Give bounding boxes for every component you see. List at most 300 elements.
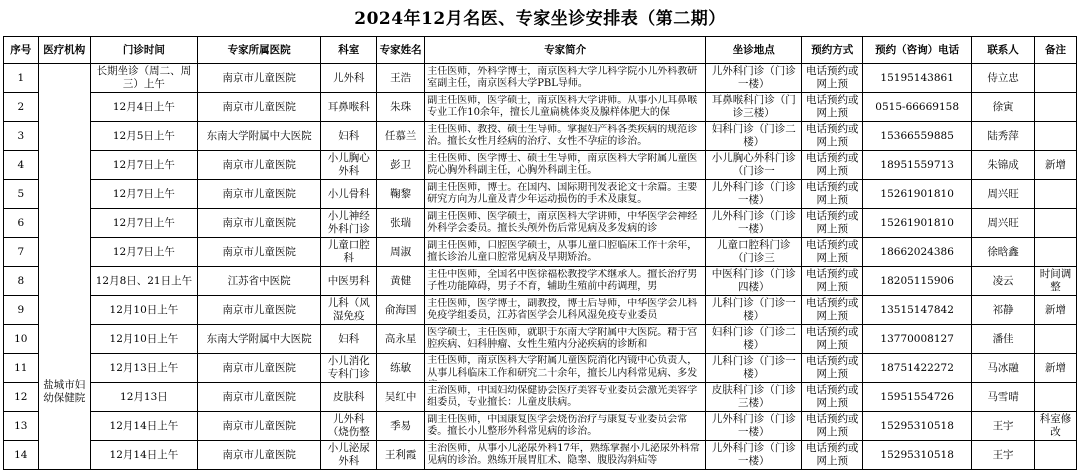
cell-no [4,325,39,354]
cell-no [4,93,39,122]
cell-intro [425,354,706,383]
cell-intro [425,151,706,180]
cell-no [4,296,39,325]
cell-time [90,296,197,325]
cell-hospital-text: 南京市儿童医院 [222,448,296,461]
cell-booking-text: 电话预约或网上预 [806,210,859,235]
cell-no [4,122,39,151]
cell-hospital [197,383,321,412]
cell-dept [321,238,377,267]
cell-expert-name [377,267,425,296]
cell-phone-text: 18751422272 [880,361,954,374]
cell-note-text: 新增 [1045,361,1066,374]
cell-location [706,209,802,238]
cell-contact-text: 徐寅 [992,100,1014,113]
cell-expert-name [377,151,425,180]
cell-intro [425,93,706,122]
cell-dept [321,151,377,180]
cell-intro [425,64,706,93]
cell-note-text: 科室修改 [1039,413,1072,438]
table-row [4,93,1077,122]
cell-phone-text: 15951554726 [880,390,954,403]
cell-phone [863,267,972,296]
cell-booking [802,122,863,151]
cell-contact [972,93,1035,122]
cell-intro-text: 主任医师，医学博士，副教授，博士后导师，中华医学会儿科免疫学组委员，江苏省医学会儿科风湿免疫专业委员 [427,297,698,321]
cell-contact [972,325,1035,354]
table-row [4,64,1077,93]
cell-expert-name [377,325,425,354]
cell-time-text: 12月13日 [120,390,168,403]
cell-no-text: 10 [14,332,28,345]
header-row [4,37,1077,64]
cell-time [90,267,197,296]
cell-booking-text: 电话预约或网上预 [806,326,859,351]
cell-time [90,412,197,441]
cell-booking [802,238,863,267]
cell-expert-name [377,238,425,267]
cell-time [90,354,197,383]
cell-note [1035,151,1077,180]
cell-location [706,383,802,412]
cell-intro-text: 副主任医师，医学硕士，南京医科大学讲师。从事小儿耳鼻喉专业工作10余年，擅长儿童扁桃体炎及腺样体肥大的保 [427,94,698,118]
cell-location-text: 妇科门诊（门诊二楼） [711,326,796,351]
cell-intro-text: 副主任医师、医学硕士，南京医科大学讲师，中华医学会神经外科学会委员。擅长头颅外伤后常见病及多发病的诊 [427,210,698,234]
cell-expert-name-text: 练敏 [390,361,412,374]
cell-booking [802,383,863,412]
cell-no-text: 12 [14,390,28,403]
cell-phone-text: 15366559885 [880,129,954,142]
cell-location [706,296,802,325]
cell-dept-text: 妇科 [338,332,360,345]
cell-hospital-text: 南京市儿童医院 [222,361,296,374]
table-row [4,122,1077,151]
cell-time [90,238,197,267]
cell-expert-name [377,64,425,93]
cell-booking-text: 电话预约或网上预 [806,268,859,293]
cell-intro [425,383,706,412]
cell-booking [802,93,863,122]
cell-dept-text: 儿童口腔科 [327,239,370,264]
cell-booking [802,151,863,180]
cell-location-text: 儿外科门诊（门诊一楼） [711,210,796,235]
cell-no-text: 4 [17,158,25,171]
cell-time [90,441,197,470]
cell-note [1035,209,1077,238]
cell-intro-text: 副主任医师，博士。在国内、国际期刊发表论文十余篇。主要研究方向为儿童及青少年运动损伤的手术及康复。 [427,181,698,205]
cell-location-text: 儿外科门诊（门诊一楼） [711,65,796,90]
cell-no-text: 8 [17,274,25,287]
cell-expert-name [377,354,425,383]
cell-time-text: 12月5日上午 [112,129,175,142]
cell-note [1035,325,1077,354]
cell-intro [425,238,706,267]
cell-expert-name-text: 高永星 [384,332,417,345]
cell-hospital [197,441,321,470]
cell-contact-text: 周兴旺 [987,216,1019,229]
cell-contact-text: 朱锦成 [987,158,1019,171]
cell-booking-text: 电话预约或网上预 [806,297,859,322]
cell-expert-name-text: 黄健 [390,274,412,287]
cell-contact [972,441,1035,470]
cell-hospital-text: 南京市儿童医院 [222,187,296,200]
cell-location-text: 儿科门诊（门诊一楼） [711,355,796,380]
cell-contact-text: 侍立忠 [987,71,1019,84]
cell-hospital-text: 南京市儿童医院 [222,419,296,432]
header-contact: 联系人 [972,37,1035,64]
cell-no-text: 1 [17,71,25,84]
cell-phone [863,209,972,238]
cell-note-text: 新增 [1045,303,1066,316]
header-institution: 医疗机构 [38,37,90,64]
cell-hospital [197,180,321,209]
header-no: 序号 [4,37,39,64]
schedule-table [3,36,1077,470]
cell-phone-text: 15295310518 [880,448,954,461]
cell-location [706,412,802,441]
cell-booking [802,354,863,383]
cell-note-text: 新增 [1045,158,1066,171]
cell-contact [972,180,1035,209]
cell-time [90,122,197,151]
cell-dept [321,209,377,238]
cell-location [706,354,802,383]
cell-dept-text: 小儿骨科 [327,187,370,200]
cell-dept-text: 小儿消化专科门诊 [327,355,370,380]
table-row [4,441,1077,470]
cell-phone-text: 15261901810 [880,187,954,200]
cell-booking-text: 电话预约或网上预 [806,355,859,380]
cell-phone-text: 0515-66669158 [875,100,960,113]
cell-no [4,441,39,470]
table-row [4,209,1077,238]
cell-contact [972,64,1035,93]
cell-phone [863,93,972,122]
cell-time-text: 12月4日上午 [112,100,175,113]
table-row [4,180,1077,209]
cell-intro-text: 副主任医师，口腔医学硕士，从事儿童口腔临床工作十余年，擅长诊治儿童口腔常见病及早期矫治。 [427,239,698,263]
cell-expert-name [377,180,425,209]
cell-hospital [197,93,321,122]
cell-time-text: 12月7日上午 [112,245,175,258]
table-row [4,325,1077,354]
cell-hospital [197,209,321,238]
page-title: 2024年12月名医、专家坐诊安排表（第二期） [354,9,726,29]
cell-note [1035,122,1077,151]
cell-booking [802,180,863,209]
cell-hospital-text: 南京市儿童医院 [222,71,296,84]
cell-time-text: 12月14日上午 [109,448,179,461]
cell-hospital-text: 南京市儿童医院 [222,158,296,171]
cell-location-text: 中医科门诊（门诊四楼） [711,268,796,293]
cell-dept [321,296,377,325]
cell-location-text: 皮肤科门诊（门诊三楼） [711,384,796,409]
cell-intro-text: 医学硕士，主任医师，就职于东南大学附属中大医院。精于宫腔疾病、妇科肿瘤、女性生殖内分泌疾病的诊断和 [427,326,698,350]
cell-time [90,383,197,412]
cell-hospital-text: 南京市儿童医院 [222,303,296,316]
cell-contact-text: 马雪晴 [987,390,1019,403]
header-time: 门诊时间 [90,37,197,64]
cell-contact [972,412,1035,441]
cell-expert-name-text: 鞠黎 [390,187,412,200]
cell-booking [802,412,863,441]
cell-hospital [197,64,321,93]
cell-phone [863,354,972,383]
cell-booking [802,267,863,296]
cell-phone [863,383,972,412]
cell-intro-text: 主任医师、医学博士、硕士生导师，南京医科大学附属儿童医院心胸外科副主任，心胸外科副主任。 [427,152,698,176]
cell-contact-text: 马冰融 [987,361,1019,374]
cell-no [4,267,39,296]
cell-note [1035,238,1077,267]
cell-location-text: 儿童口腔科门诊（门诊三 [716,239,791,264]
cell-booking-text: 电话预约或网上预 [806,94,859,119]
cell-hospital-text: 南京市儿童医院 [222,100,296,113]
cell-contact-text: 潘佳 [992,332,1014,345]
cell-dept [321,441,377,470]
cell-dept [321,354,377,383]
cell-contact-text: 徐晗鑫 [987,245,1019,258]
cell-booking-text: 电话预约或网上预 [806,152,859,177]
cell-dept-text: 小儿胸心外科 [327,152,370,177]
cell-booking [802,296,863,325]
table-row [4,151,1077,180]
cell-note [1035,441,1077,470]
cell-hospital-text: 东南大学附属中大医院 [206,332,312,345]
cell-location-text: 儿外科门诊（门诊一楼） [711,442,796,467]
table-row [4,238,1077,267]
cell-hospital-text: 南京市儿童医院 [222,216,296,229]
cell-note [1035,93,1077,122]
cell-dept-text: 儿科（风湿免疫 [327,297,370,322]
cell-dept [321,267,377,296]
table-row [4,412,1077,441]
header-dept: 科室 [321,37,377,64]
cell-intro [425,296,706,325]
cell-time [90,325,197,354]
cell-phone [863,325,972,354]
cell-note [1035,64,1077,93]
table-row [4,267,1077,296]
cell-hospital-text: 江苏省中医院 [227,274,291,287]
cell-intro [425,209,706,238]
cell-dept-text: 妇科 [338,129,360,142]
cell-location-text: 小儿胸心外科门诊（门诊一 [711,152,796,177]
cell-location [706,93,802,122]
cell-expert-name-text: 季易 [390,419,412,432]
cell-expert-name-text: 周淑 [390,245,412,258]
cell-phone-text: 15261901810 [880,216,954,229]
cell-expert-name-text: 王浩 [390,71,412,84]
cell-time-text: 12月7日上午 [112,158,175,171]
cell-hospital [197,151,321,180]
cell-intro-text: 主任医师、教授、硕士生导师。掌握妇产科各类疾病的规范诊治。擅长女性月经病的治疗、女性不孕症的诊治。 [427,123,698,147]
cell-expert-name-text: 王利霞 [384,448,417,461]
header-name: 专家姓名 [377,37,425,64]
cell-time [90,64,197,93]
cell-time-text: 12月14日上午 [109,419,179,432]
header-booking: 预约方式 [802,37,863,64]
cell-intro [425,267,706,296]
cell-contact-text: 陆秀萍 [987,129,1019,142]
header-intro: 专家简介 [425,37,706,64]
cell-booking [802,64,863,93]
cell-intro [425,441,706,470]
cell-time-text: 长期坐诊（周二、周三）上午 [96,65,192,90]
cell-intro-text: 副主任医师，中国康复医学会烧伤治疗与康复专业委员会常委。擅长小儿整形外科常见病的诊治。 [427,413,688,437]
cell-booking-text: 电话预约或网上预 [806,123,859,148]
cell-contact [972,238,1035,267]
cell-dept [321,383,377,412]
cell-hospital-text: 南京市儿童医院 [222,245,296,258]
cell-no [4,209,39,238]
cell-no [4,383,39,412]
cell-contact [972,122,1035,151]
cell-note [1035,412,1077,441]
cell-time [90,93,197,122]
cell-phone-text: 15295310518 [880,419,954,432]
cell-dept-text: 儿外科（烧伤整 [327,413,370,438]
cell-note [1035,267,1077,296]
cell-intro [425,412,706,441]
cell-hospital-text: 南京市儿童医院 [222,390,296,403]
cell-no-text: 2 [17,100,25,113]
cell-location [706,441,802,470]
cell-time [90,180,197,209]
cell-phone-text: 18662024386 [880,245,954,258]
cell-expert-name-text: 朱珠 [390,100,412,113]
cell-phone [863,151,972,180]
cell-phone-text: 13515147842 [880,303,954,316]
cell-location-text: 耳鼻喉科门诊（门诊三楼） [711,94,796,119]
cell-phone [863,412,972,441]
cell-intro-text: 主任医师，南京医科大学附属儿童医院消化内镜中心负责人，从事儿科临床工作和研究二十余年，擅长儿内科常见病、多发 [427,355,698,379]
header-location: 坐诊地点 [706,37,802,64]
cell-contact [972,383,1035,412]
header-hospital: 专家所属医院 [197,37,321,64]
cell-dept-text: 小儿泌尿外科 [327,442,370,467]
cell-time-text: 12月10日上午 [109,303,179,316]
cell-dept [321,412,377,441]
cell-dept [321,93,377,122]
cell-intro [425,122,706,151]
cell-intro-text: 主任医师，外科学博士，南京医科大学儿科学院小儿外科教研室副主任，南京医科大学PBL导师。 [427,65,698,89]
cell-no [4,412,39,441]
cell-hospital [197,238,321,267]
cell-location [706,238,802,267]
cell-location [706,151,802,180]
cell-location [706,122,802,151]
cell-location-text: 儿外科门诊（门诊一楼） [711,181,796,206]
cell-time [90,151,197,180]
cell-time [90,209,197,238]
cell-phone [863,238,972,267]
cell-booking-text: 电话预约或网上预 [806,384,859,409]
cell-expert-name [377,441,425,470]
cell-contact-text: 王宇 [992,419,1014,432]
cell-location [706,64,802,93]
cell-note [1035,354,1077,383]
cell-hospital [197,267,321,296]
cell-hospital [197,412,321,441]
cell-expert-name [377,296,425,325]
cell-intro [425,325,706,354]
cell-institution: 盐城市妇幼保健院 [38,64,90,470]
cell-phone [863,180,972,209]
cell-booking-text: 电话预约或网上预 [806,442,859,467]
cell-time-text: 12月13日上午 [109,361,179,374]
cell-contact-text: 凌云 [992,274,1014,287]
cell-expert-name [377,412,425,441]
cell-expert-name-text: 张瑞 [390,216,412,229]
cell-dept-text: 耳鼻喉科 [327,100,370,113]
cell-expert-name [377,383,425,412]
cell-phone-text: 15195143861 [880,71,954,84]
cell-intro-text: 主治医师，中国妇幼保健协会医疗美容专业委员会激光美容学组委员，专业擅长：儿童皮肤病。 [427,384,698,408]
cell-booking [802,441,863,470]
cell-note-text: 时间调整 [1039,268,1072,293]
table-body [4,64,1077,470]
table-row [4,383,1077,412]
cell-phone-text: 13770008127 [880,332,954,345]
cell-phone [863,122,972,151]
cell-time-text: 12月7日上午 [112,187,175,200]
cell-expert-name [377,93,425,122]
cell-phone-text: 18951559713 [880,158,954,171]
cell-no-text: 9 [17,303,25,316]
cell-note [1035,180,1077,209]
cell-note [1035,383,1077,412]
cell-hospital [197,296,321,325]
cell-contact [972,267,1035,296]
cell-no [4,180,39,209]
cell-no-text: 14 [14,448,28,461]
cell-intro-text: 主治医师，从事小儿泌尿外科17年，熟练掌握小儿泌尿外科常见病的诊治。熟练开展胃肛术、隐睾、腹股沟斜疝等 [427,442,700,466]
cell-expert-name-text: 吴红中 [384,390,417,403]
cell-expert-name [377,209,425,238]
cell-time-text: 12月7日上午 [112,216,175,229]
cell-phone [863,64,972,93]
cell-location [706,267,802,296]
table-row [4,296,1077,325]
cell-no-text: 11 [14,361,28,374]
cell-dept [321,325,377,354]
cell-contact-text: 王宇 [992,448,1014,461]
cell-phone [863,441,972,470]
cell-dept-text: 皮肤科 [333,390,365,403]
cell-no-text: 6 [17,216,25,229]
cell-no [4,151,39,180]
cell-dept [321,122,377,151]
cell-contact [972,354,1035,383]
cell-time-text: 12月8日、21日上午 [95,274,193,287]
cell-hospital [197,122,321,151]
cell-expert-name-text: 俞海国 [384,303,417,316]
cell-booking-text: 电话预约或网上预 [806,65,859,90]
cell-location [706,180,802,209]
cell-location [706,325,802,354]
cell-location-text: 儿外科门诊（门诊一楼） [711,413,796,438]
cell-contact [972,151,1035,180]
cell-no-text: 13 [14,419,28,432]
cell-hospital [197,325,321,354]
cell-intro [425,180,706,209]
cell-booking [802,325,863,354]
cell-location-text: 儿科门诊（门诊一楼） [711,297,796,322]
cell-dept-text: 小儿神经外科门诊 [327,210,370,235]
cell-expert-name-text: 彭卫 [390,158,412,171]
cell-no-text: 7 [17,245,25,258]
